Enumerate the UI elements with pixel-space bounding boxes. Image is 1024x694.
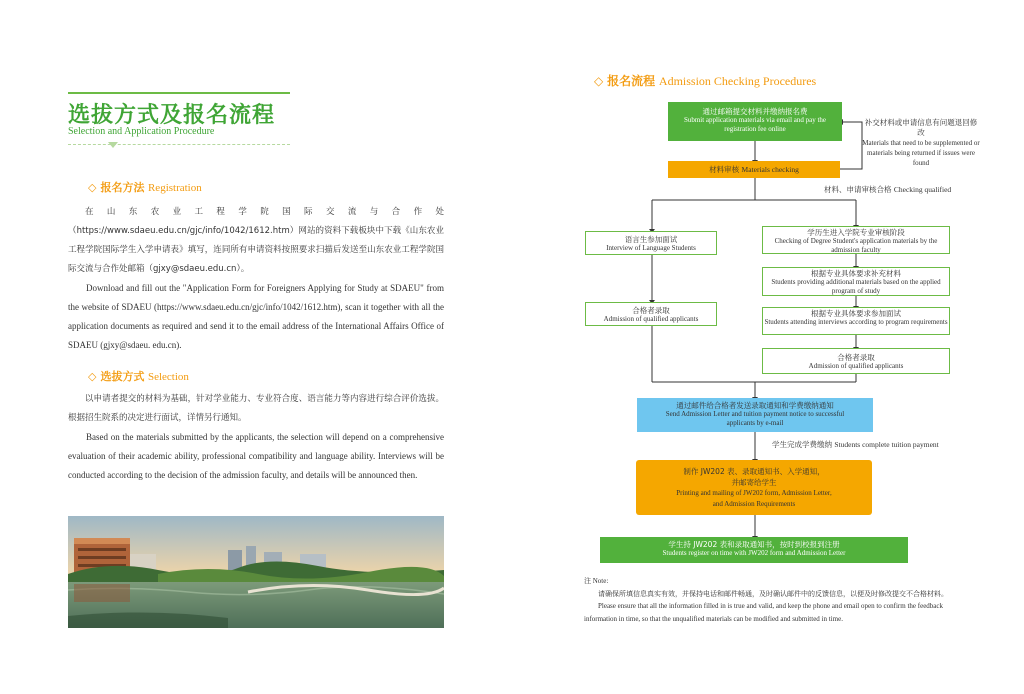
step-label-cn: 通过邮箱提交材料并缴纳报名费: [702, 107, 808, 116]
flow-step-language-interview: [585, 231, 717, 255]
step-label-en: Students providing additional materials based on the applied program of study: [771, 278, 941, 295]
note-checking-qualified: [824, 185, 964, 195]
section-title-en: Registration: [147, 182, 202, 194]
section-title-cn: 选拔方式: [100, 370, 145, 383]
page-subtitle: Selection and Application Procedure: [68, 126, 215, 137]
diamond-icon: ◇: [594, 74, 604, 88]
procedure-title-cn: 报名流程: [607, 74, 656, 88]
step-label-cn: 并邮寄给学生: [731, 478, 777, 487]
step-label-en: Interview of Language Students: [606, 244, 696, 252]
flow-step-register: [600, 537, 908, 563]
step-label-cn: 学生持 JW202 表和录取通知书，按时到校报到注册: [668, 540, 840, 549]
section-title-en: Selection: [147, 371, 189, 383]
note-cn: 学生完成学费缴纳: [772, 440, 832, 449]
step-label-cn: 材料审核: [709, 165, 740, 174]
paragraph-cn: 在山东农业工程学院国际交流与合作处（https://www.sdaeu.edu.cn/gjc/info/1042/1612.htm）网站的资料下载板块中下载《山东农业工程学院国际学生入学申请表》填写，连同所有申请资料按照要求扫描后发送至山东农业工程学院国际交流与合作处邮箱（gjxy@sdaeu.edu.cn）。: [68, 207, 444, 274]
page-title: 选拔方式及报名流程: [68, 103, 276, 128]
step-label-en: Students attending interviews according to program requirements: [764, 318, 948, 326]
step-label-cn: 通过邮件给合格者发送录取通知和学费缴纳通知: [676, 401, 834, 410]
flow-step-printing-mailing: [636, 460, 872, 515]
diamond-icon: ◇: [88, 181, 97, 194]
step-label-cn: 语言生参加面试: [624, 235, 678, 244]
note-block: [584, 575, 956, 625]
step-label-en: Checking of Degree Student's application materials by the admission faculty: [774, 237, 938, 254]
note-en: Checking qualified: [893, 185, 952, 194]
note-en: Materials that need to be supplemented or materials being returned if issues were found: [862, 139, 980, 167]
flow-step-send-admission-letter: [637, 398, 873, 432]
note-tuition-payment: [772, 440, 962, 450]
step-label-en: Students register on time with JW202 form and Admission Letter: [662, 549, 846, 557]
step-label-cn: 合格者录取: [837, 353, 875, 362]
diamond-icon: ◇: [88, 370, 97, 383]
paragraph-en: Download and fill out the "Application Form for Foreigners Applying for Study at SDAEU" from the website of SDAEU (https://www.sdaeu.edu.cn/gjc/info/1042/1612.htm), scan it together with all the application documents as required and send it to the email address of the International Affairs Office of SDAEU (gjxy@sdaeu. edu.cn).: [68, 283, 444, 350]
flow-step-program-interview: [762, 307, 950, 335]
step-label-en: Materials checking: [741, 165, 799, 174]
step-label-en: Admission of qualified applicants: [603, 315, 699, 323]
step-label-cn: 学历生进入学院专业审核阶段: [807, 228, 905, 237]
step-label-en: Printing and mailing of JW202 form, Admission Letter,: [676, 489, 832, 497]
step-label-en: Admission of qualified applicants: [808, 362, 904, 370]
flow-step-degree-check: [762, 226, 950, 254]
step-label-cn: 合格者录取: [632, 306, 670, 315]
flow-step-additional-materials: [762, 267, 950, 296]
paragraph-en: Based on the materials submitted by the applicants, the selection will depend on a comprehensive evaluation of their academic ability, professional compatibility and language ability. Interviews will be conducted according to the decision of the admission faculty, and details will be announced then.: [68, 432, 444, 480]
note-en: Students complete tuition payment: [834, 440, 939, 449]
step-label-en: Send Admission Letter and tuition payment notice to successful applicants by e-mail: [665, 410, 845, 427]
flow-step-admission-right: [762, 348, 950, 374]
flow-step-admission-left: [585, 302, 717, 326]
note-return-for-revision: [862, 118, 980, 168]
paragraph-cn: 以申请者提交的材料为基础，针对学业能力、专业符合度、语言能力等内容进行综合评价选拔。根据招生院系的决定进行面试，详情另行通知。: [68, 394, 444, 423]
step-label-cn: 根据专业具体要求参加面试: [811, 309, 901, 318]
step-label-en: Submit application materials via email and pay the registration fee online: [683, 116, 827, 133]
note-cn: 补交材料或申请信息有问题退回修改: [864, 118, 978, 137]
note-text-cn: 请确保所填信息真实有效，并保持电话和邮件畅通，及时确认邮件中的反馈信息，以便及时修改提交不合格材料。: [598, 589, 948, 598]
flow-step-submit: [668, 102, 842, 141]
section-title-cn: 报名方法: [100, 181, 145, 194]
step-label-cn: 制作 JW202 表、录取通知书、入学通知，: [683, 467, 825, 476]
note-cn: 材料、申请审核合格: [824, 185, 892, 194]
note-text-en: Please ensure that all the information filled in is true and valid, and keep the phone and email open to confirm the feedback information in time, so that the unqualified materials can be modified and submitted in time.: [584, 602, 944, 623]
step-label-cn: 根据专业具体要求补充材料: [811, 269, 901, 278]
flow-step-checking: [668, 161, 840, 178]
step-label-en: and Admission Requirements: [712, 500, 796, 508]
note-label: 注 Note:: [584, 577, 609, 585]
procedure-title-en: Admission Checking Procedures: [658, 74, 817, 88]
